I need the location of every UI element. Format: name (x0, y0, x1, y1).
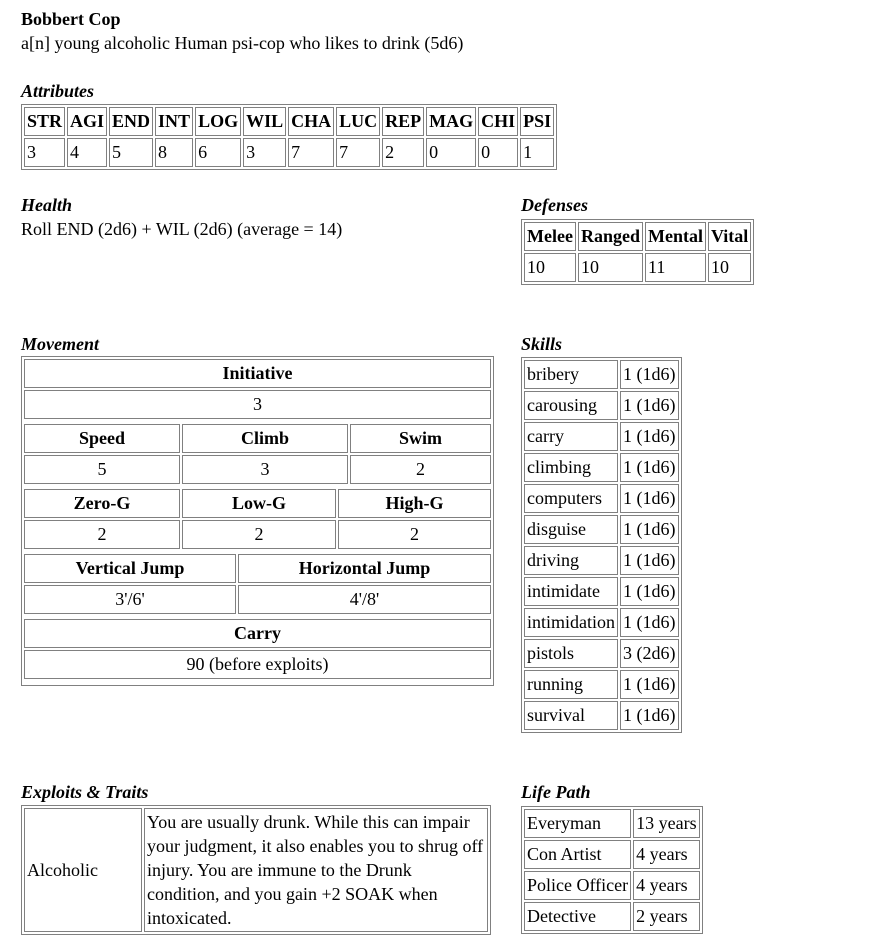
defenses-table (521, 219, 754, 285)
life-path-caption: Life Path (521, 782, 591, 802)
exploit-name: Alcoholic (24, 808, 142, 932)
skill-name: intimidation (524, 608, 618, 637)
table-row (524, 515, 679, 544)
career-name: Con Artist (524, 840, 631, 869)
attr-header: PSI (520, 107, 554, 136)
defense-header: Melee (524, 222, 576, 251)
high-g-value: 2 (338, 520, 491, 549)
vertical-jump-value: 3'/6' (24, 585, 236, 614)
skill-name: pistols (524, 639, 618, 668)
horizontal-jump-value: 4'/8' (238, 585, 491, 614)
attr-header: LUC (336, 107, 380, 136)
attributes-value-row (24, 138, 554, 167)
skill-value: 1 (1d6) (620, 577, 679, 606)
attr-value: 4 (67, 138, 107, 167)
attr-value: 0 (478, 138, 518, 167)
health-caption: Health (21, 195, 73, 215)
carry-value: 90 (before exploits) (24, 650, 491, 679)
table-row (524, 809, 700, 838)
exploit-description: You are usually drunk. While this can impair your judgment, it also enables you to shrug off injury. You are immune to the Drunk condition, and you gain +2 SOAK when intoxicated. (144, 808, 488, 932)
skill-name: disguise (524, 515, 618, 544)
vertical-jump-label: Vertical Jump (24, 554, 236, 583)
attr-header: MAG (426, 107, 476, 136)
attr-header: AGI (67, 107, 107, 136)
table-row (524, 546, 679, 575)
speed-label: Speed (24, 424, 180, 453)
table-row (524, 391, 679, 420)
defenses-header-row (524, 222, 751, 251)
career-name: Everyman (524, 809, 631, 838)
skill-name: climbing (524, 453, 618, 482)
attr-header: WIL (243, 107, 286, 136)
swim-value: 2 (350, 455, 491, 484)
skill-name: driving (524, 546, 618, 575)
skill-value: 1 (1d6) (620, 546, 679, 575)
movement-panel (21, 356, 494, 686)
movement-caption: Movement (21, 334, 99, 354)
career-duration: 4 years (633, 840, 699, 869)
attr-value: 5 (109, 138, 153, 167)
career-duration: 2 years (633, 902, 699, 931)
skill-name: carry (524, 422, 618, 451)
table-row (524, 422, 679, 451)
table-row (524, 577, 679, 606)
attr-header: REP (382, 107, 424, 136)
carry-label: Carry (24, 619, 491, 648)
defense-value: 10 (524, 253, 576, 282)
skill-name: survival (524, 701, 618, 730)
skill-value: 1 (1d6) (620, 484, 679, 513)
skill-value: 1 (1d6) (620, 360, 679, 389)
climb-value: 3 (182, 455, 348, 484)
character-description: a[n] young alcoholic Human psi-cop who likes to drink (5d6) (21, 33, 464, 53)
attr-value: 3 (24, 138, 65, 167)
movement-carry-table (22, 617, 493, 681)
table-row (524, 453, 679, 482)
skill-name: computers (524, 484, 618, 513)
movement-speed-table (22, 422, 493, 486)
table-row (524, 840, 700, 869)
defense-value: 11 (645, 253, 706, 282)
exploits-caption: Exploits & Traits (21, 782, 149, 802)
attr-header: END (109, 107, 153, 136)
table-row (524, 871, 700, 900)
skill-value: 1 (1d6) (620, 515, 679, 544)
attr-value: 6 (195, 138, 241, 167)
attr-value: 2 (382, 138, 424, 167)
movement-initiative-table (22, 357, 493, 421)
attr-header: LOG (195, 107, 241, 136)
skill-value: 1 (1d6) (620, 422, 679, 451)
attr-header: CHA (288, 107, 334, 136)
skill-name: carousing (524, 391, 618, 420)
zero-g-value: 2 (24, 520, 180, 549)
defense-value: 10 (708, 253, 751, 282)
attr-header: CHI (478, 107, 518, 136)
attr-value: 7 (288, 138, 334, 167)
attributes-header-row (24, 107, 554, 136)
table-row (24, 808, 488, 932)
defense-header: Mental (645, 222, 706, 251)
table-row (524, 701, 679, 730)
low-g-label: Low-G (182, 489, 336, 518)
initiative-label: Initiative (24, 359, 491, 388)
zero-g-label: Zero-G (24, 489, 180, 518)
movement-gravity-table (22, 487, 493, 551)
career-duration: 4 years (633, 871, 699, 900)
table-row (524, 608, 679, 637)
attr-header: INT (155, 107, 193, 136)
high-g-label: High-G (338, 489, 491, 518)
attr-header: STR (24, 107, 65, 136)
initiative-value: 3 (24, 390, 491, 419)
skill-name: running (524, 670, 618, 699)
skill-name: bribery (524, 360, 618, 389)
movement-jump-table (22, 552, 493, 616)
defense-header: Vital (708, 222, 751, 251)
attributes-table (21, 104, 557, 170)
skill-value: 1 (1d6) (620, 391, 679, 420)
defenses-value-row (524, 253, 751, 282)
character-name: Bobbert Cop (21, 9, 121, 29)
table-row (524, 902, 700, 931)
speed-value: 5 (24, 455, 180, 484)
skills-table (521, 357, 682, 733)
career-name: Detective (524, 902, 631, 931)
health-text: Roll END (2d6) + WIL (2d6) (average = 14) (21, 219, 343, 239)
low-g-value: 2 (182, 520, 336, 549)
skill-value: 1 (1d6) (620, 670, 679, 699)
attributes-caption: Attributes (21, 81, 95, 101)
career-name: Police Officer (524, 871, 631, 900)
attr-value: 7 (336, 138, 380, 167)
skill-name: intimidate (524, 577, 618, 606)
table-row (524, 670, 679, 699)
exploits-table (21, 805, 491, 935)
skills-caption: Skills (521, 334, 563, 354)
skill-value: 1 (1d6) (620, 608, 679, 637)
table-row (524, 360, 679, 389)
defense-header: Ranged (578, 222, 643, 251)
attr-value: 1 (520, 138, 554, 167)
climb-label: Climb (182, 424, 348, 453)
skill-value: 3 (2d6) (620, 639, 679, 668)
defense-value: 10 (578, 253, 643, 282)
table-row (524, 484, 679, 513)
career-duration: 13 years (633, 809, 699, 838)
skill-value: 1 (1d6) (620, 453, 679, 482)
defenses-caption: Defenses (521, 195, 588, 215)
attr-value: 8 (155, 138, 193, 167)
horizontal-jump-label: Horizontal Jump (238, 554, 491, 583)
attr-value: 0 (426, 138, 476, 167)
table-row (524, 639, 679, 668)
skill-value: 1 (1d6) (620, 701, 679, 730)
swim-label: Swim (350, 424, 491, 453)
attr-value: 3 (243, 138, 286, 167)
life-path-table (521, 806, 703, 934)
